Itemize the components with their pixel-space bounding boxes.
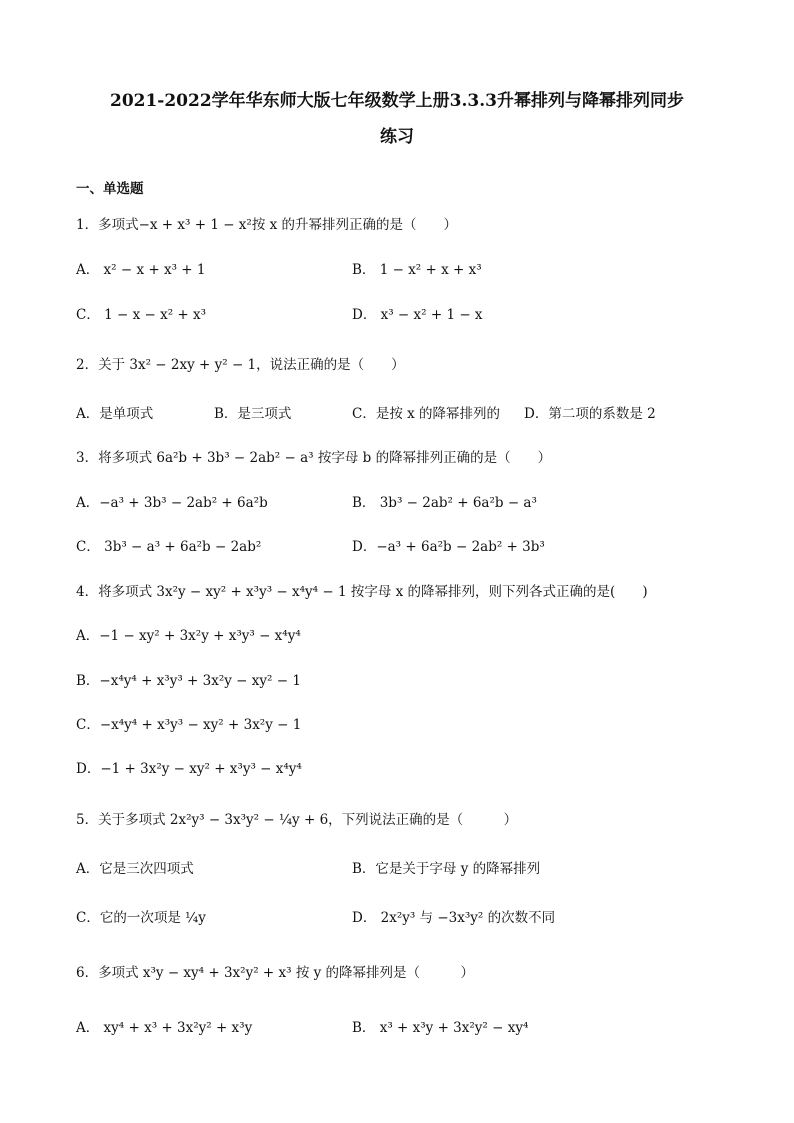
title-line-2: 练习	[380, 127, 414, 147]
question-4-option-c: C．−x⁴y⁴ + x³y³ − xy² + 3x²y − 1	[76, 717, 302, 733]
question-4-option-d: D．−1 + 3x²y − xy² + x³y³ − x⁴y⁴	[76, 761, 302, 777]
title-line-1: 2021-2022学年华东师大版七年级数学上册3.3.3升幂排列与降幂排列同步	[109, 91, 684, 111]
question-2-option-a: A．是单项式	[76, 406, 154, 422]
question-1-stem: 1．多项式−x + x³ + 1 − x²按 x 的升幂排列正确的是（ ）	[76, 217, 458, 233]
question-5-option-a: A．它是三次四项式	[76, 861, 194, 877]
question-3-option-a: A．−a³ + 3b³ − 2ab² + 6a²b	[76, 495, 268, 511]
question-2-option-d: D．第二项的系数是 2	[524, 406, 656, 422]
section-heading: 一、单选题	[76, 181, 144, 197]
question-4-option-b: B．−x⁴y⁴ + x³y³ + 3x²y − xy² − 1	[76, 673, 301, 689]
question-2-option-c: C．是按 x 的降幂排列的	[352, 406, 501, 422]
question-6-option-a: A． xy⁴ + x³ + 3x²y² + x³y	[76, 1020, 253, 1036]
question-3-stem: 3．将多项式 6a²b + 3b³ − 2ab² − a³ 按字母 b 的降幂排列正确的是（ ）	[76, 450, 552, 466]
question-6-option-b: B． x³ + x³y + 3x²y² − xy⁴	[352, 1020, 529, 1036]
question-1-option-a: A． x² − x + x³ + 1	[76, 262, 206, 278]
question-1-option-c: C． 1 − x − x² + x³	[76, 307, 207, 323]
question-2-option-b: B．是三项式	[214, 406, 292, 422]
question-1-option-d: D． x³ − x² + 1 − x	[352, 307, 483, 323]
question-6-stem: 6．多项式 x³y − xy⁴ + 3x²y² + x³ 按 y 的降幂排列是（ ）	[76, 965, 475, 981]
question-4-stem: 4．将多项式 3x²y − xy² + x³y³ − x⁴y⁴ − 1 按字母 x 的降幂排列，则下列各式正确的是( )	[76, 584, 648, 600]
question-5-option-d: D． 2x²y³ 与 −3x³y² 的次数不同	[352, 910, 556, 926]
question-3-option-b: B． 3b³ − 2ab² + 6a²b − a³	[352, 495, 537, 511]
question-3-option-d: D．−a³ + 6a²b − 2ab² + 3b³	[352, 539, 545, 555]
question-4-option-a: A．−1 − xy² + 3x²y + x³y³ − x⁴y⁴	[76, 628, 301, 644]
question-1-option-b: B． 1 − x² + x + x³	[352, 262, 482, 278]
question-5-option-c: C．它的一次项是 ¼y	[76, 910, 206, 926]
question-5-option-b: B．它是关于字母 y 的降幂排列	[352, 861, 541, 877]
question-2-stem: 2．关于 3x² − 2xy + y² − 1，说法正确的是（ ）	[76, 357, 405, 373]
question-3-option-c: C． 3b³ − a³ + 6a²b − 2ab²	[76, 539, 262, 555]
question-5-stem: 5．关于多项式 2x²y³ − 3x³y² − ¼y + 6，下列说法正确的是（ ）	[76, 812, 518, 828]
